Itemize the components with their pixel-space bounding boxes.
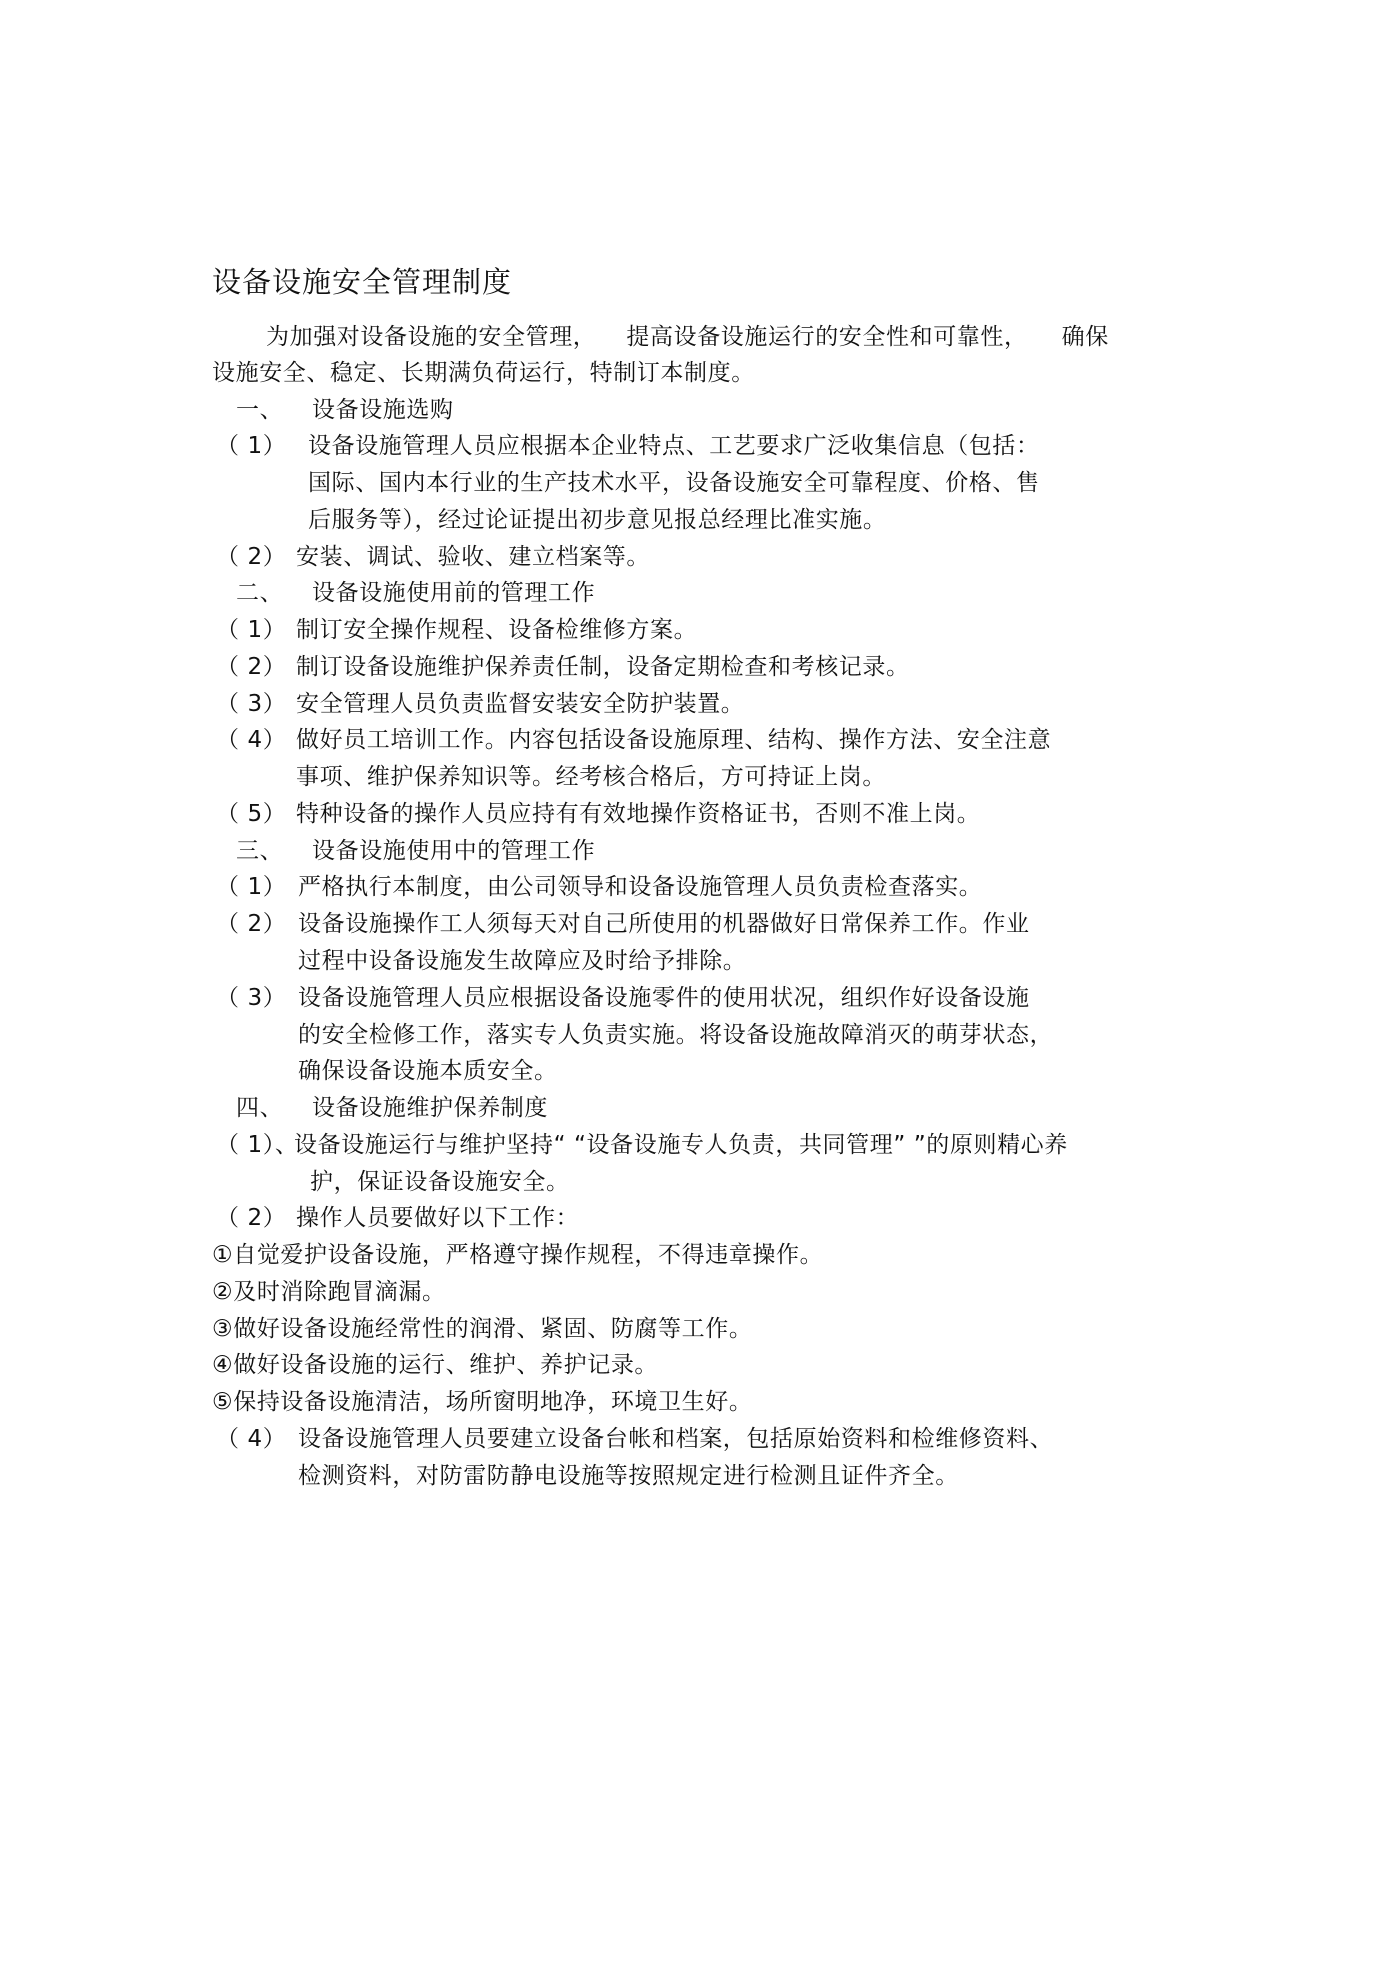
list-item [216,1129,1068,1161]
item-number: （ 4） [216,1426,287,1452]
list-item [216,908,1030,940]
section-number: 三、 [236,838,284,864]
item-text: 制订设备设施维护保养责任制，设备定期检查和考核记录。 [296,654,910,680]
sub-list-item: ④做好设备设施的运行、维护、养护记录。 [212,1352,659,1378]
list-item [216,688,744,720]
item-text: 设备设施操作工人须每天对自己所使用的机器做好日常保养工作。作业 [298,911,1030,937]
list-item [216,430,1040,462]
item-continuation: 事项、维护保养知识等。经考核合格后，方可持证上岗。 [296,764,886,790]
item-text: 严格执行本制度，由公司领导和设备设施管理人员负责检查落实。 [298,874,983,900]
item-text: 做好员工培训工作。内容包括设备设施原理、结构、操作方法、安全注意 [296,727,1052,753]
item-text: 设备设施管理人员应根据本企业特点、工艺要求广泛收集信息（包括： [308,433,1040,459]
item-text: 设备设施管理人员要建立设备台帐和档案，包括原始资料和检维修资料、 [298,1426,1054,1452]
item-continuation: 后服务等），经过论证提出初步意见报总经理比准实施。 [308,507,887,533]
item-text: 特种设备的操作人员应持有有效地操作资格证书，否则不准上岗。 [296,801,981,827]
sub-list-item: ⑤保持设备设施清洁，场所窗明地净，环境卫生好。 [212,1389,753,1415]
item-number: （ 1） [216,874,287,900]
item-continuation: 国际、国内本行业的生产技术水平，设备设施安全可靠程度、价格、售 [308,470,1040,496]
intro-text-c: 确保 [1061,324,1109,350]
sub-list-item: ③做好设备设施经常性的润滑、紧固、防腐等工作。 [212,1316,753,1342]
list-item [216,614,697,646]
item-number: （ 2） [216,1205,287,1231]
section-number: 二、 [236,580,284,606]
sub-list-item: ②及时消除跑冒滴漏。 [212,1279,446,1305]
item-text: 安全管理人员负责监督安装安全防护装置。 [296,691,745,717]
item-number: （ 4） [216,727,287,753]
section-title: 设备设施维护保养制度 [312,1095,548,1121]
item-text: 设备设施运行与维护坚持“ “设备设施专人负责，共同管理” ”的原则精心养 [294,1132,1068,1158]
item-continuation: 检测资料，对防雷防静电设施等按照规定进行检测且证件齐全。 [298,1463,959,1489]
intro-text-b: 提高设备设施运行的安全性和可靠性， [626,324,1028,350]
intro-line-2: 设施安全、稳定、长期满负荷运行，特制订本制度。 [212,360,755,386]
intro-line-1 [266,321,1109,353]
list-item [216,541,650,573]
item-number: （ 2） [216,654,287,680]
item-continuation: 确保设备设施本质安全。 [298,1058,558,1084]
item-text: 操作人员要做好以下工作： [296,1205,580,1231]
list-item [216,982,1030,1014]
section-title: 设备设施选购 [312,397,454,423]
item-number: （ 1） [216,433,287,459]
section-number: 四、 [236,1095,284,1121]
item-number: （ 5） [216,801,287,827]
item-continuation: 的安全检修工作，落实专人负责实施。将设备设施故障消灭的萌芽状态， [298,1022,1054,1048]
list-item [216,1202,579,1234]
section-heading-4 [236,1092,548,1124]
item-text: 制订安全操作规程、设备检维修方案。 [296,617,698,643]
item-continuation: 过程中设备设施发生故障应及时给予排除。 [298,948,747,974]
item-number: （ 2） [216,544,287,570]
section-heading-3 [236,835,595,867]
list-item [216,1423,1053,1455]
section-heading-1 [236,394,454,426]
list-item [216,871,982,903]
item-number: （ 3） [216,691,287,717]
item-text: 安装、调试、验收、建立档案等。 [296,544,650,570]
section-title: 设备设施使用中的管理工作 [312,838,596,864]
list-item [216,651,910,683]
section-title: 设备设施使用前的管理工作 [312,580,596,606]
item-number: （ 1）、 [216,1132,299,1158]
item-number: （ 1） [216,617,287,643]
sub-list-item: ①自觉爱护设备设施，严格遵守操作规程，不得违章操作。 [212,1242,824,1268]
list-item [216,724,1051,756]
item-text: 设备设施管理人员应根据设备设施零件的使用状况，组织作好设备设施 [298,985,1030,1011]
list-item [216,798,980,830]
intro-text-a: 为加强对设备设施的安全管理， [266,324,597,350]
section-number: 一、 [236,397,284,423]
item-continuation: 护，保证设备设施安全。 [310,1169,570,1195]
section-heading-2 [236,577,595,609]
item-number: （ 2） [216,911,287,937]
document-title: 设备设施安全管理制度 [212,265,513,299]
item-number: （ 3） [216,985,287,1011]
